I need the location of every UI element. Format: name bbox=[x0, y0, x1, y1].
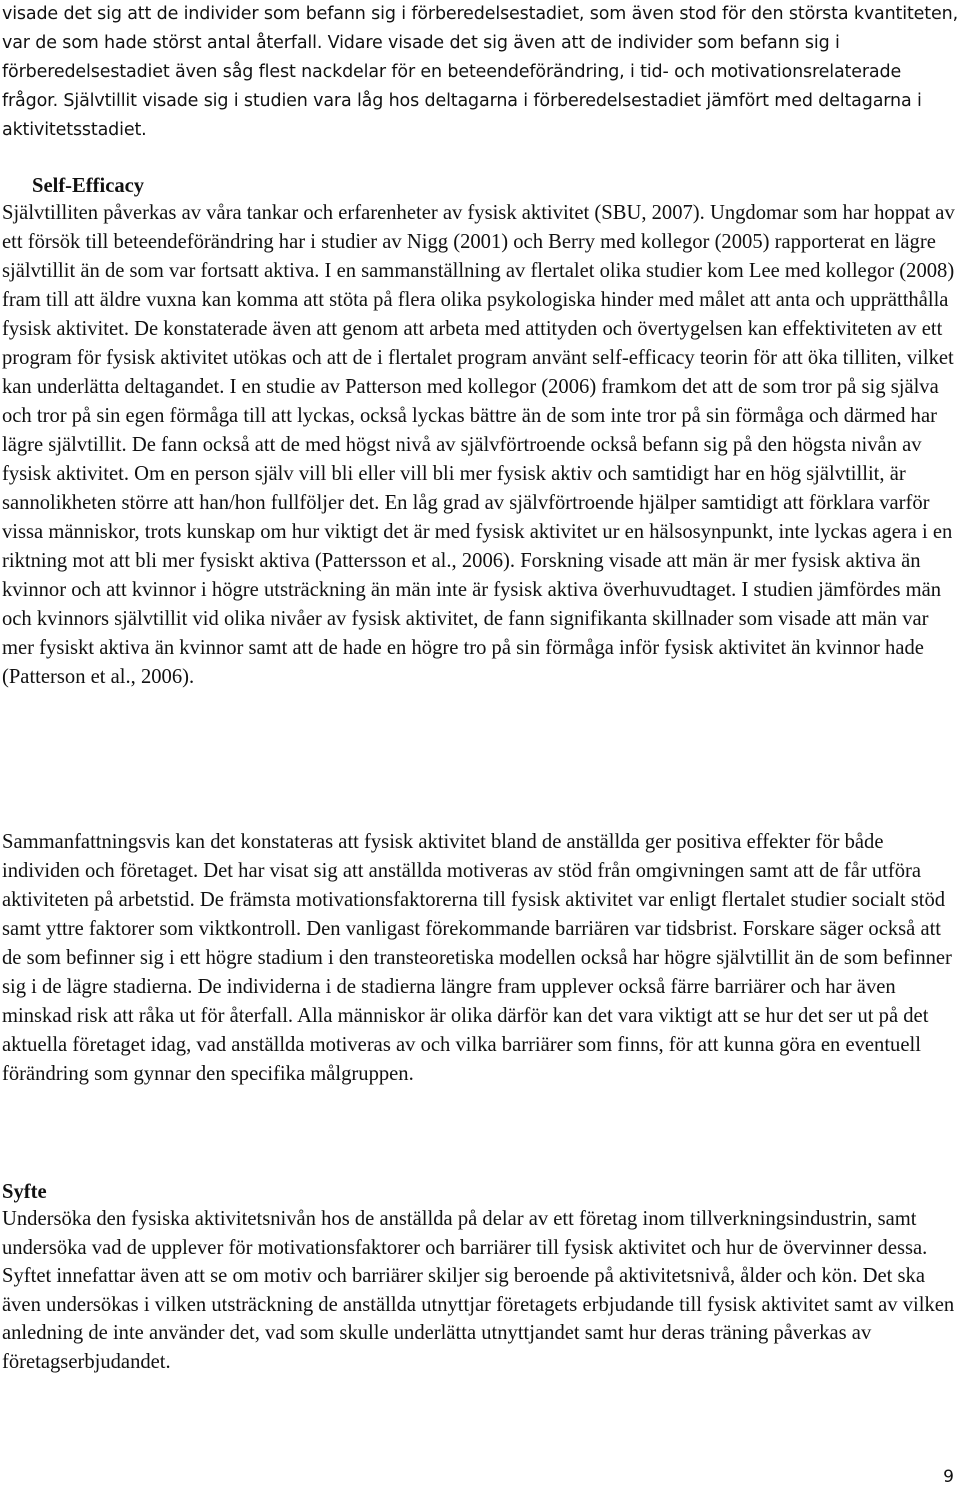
syfte-paragraph: Undersöka den fysiska aktivitetsnivån hos de anställda på delar av ett företag inom tillverkningsindustrin, samt undersöka vad de upplever för motivationsfaktorer och barriärer till fysisk aktivitet och hur de övervinner dessa. Syftet innefattar även att se om motiv och barriärer skiljer sig beroende på aktivitetsnivå, ålder och kön. Det ska även undersökas i vilken utsträckning de anställda utnyttjar företagets erbjudande till fysisk aktivitet samt av vilken anledning de inte använder det, vad som skulle underlätta utnyttjandet samt hur deras träning påverkas av företagserbjudandet. bbox=[2, 1208, 955, 1373]
intro-paragraph: visade det sig att de individer som befann sig i förberedelsestadiet, som även stod för den största kvantiteten, var de som hade störst antal återfall. Vidare visade det sig även att de individer som befann sig i förberedelsestadiet även såg flest nackdelar för en beteendeförändring, i tid- och motivationsrelaterade frågor. Självtillit visade sig i studien vara låg hos deltagarna i förberedelsestadiet jämfört med deltagarna i aktivitetsstadiet. bbox=[2, 4, 958, 140]
self-efficacy-paragraph: Självtilliten påverkas av våra tankar och erfarenheter av fysisk aktivitet (SBU, 2007). Ungdomar som har hoppat av ett försök till beteendeförändring har i studier av Nigg (2001) och Berry med kollegor (2005) rapporterat en lägre självtillit än de som var fortsatt aktiva. I en sammanställning av flertalet olika studier kom Lee med kollegor (2008) fram till att äldre vuxna kan komma att stöta på flera olika psykologiska hinder med målet att anta och upprätthålla fysisk aktivitet. De konstaterade även att genom att arbeta med attityden och övertygelsen kan effektiviteten av ett program för fysisk aktivitet utökas och att de i flertalet program använt self-efficacy teorin för att öka tilliten, vilket kan underlätta deltagandet. I en studie av Patterson med kollegor (2006) framkom det att de som tror på sig själva och tror på sin egen förmåga till att lyckas, också lyckas bättre än de som inte tror på sin förmåga och därmed har lägre självtillit. De fann också att de med högst nivå av självförtroende också befann sig på den högsta nivån av fysisk aktivitet. Om en person själv vill bli eller vill bli mer fysisk aktiv och samtidigt har en hög självtillit, är sannolikheten större att han/hon fullföljer det. En låg grad av självförtroende hjälper samtidigt att förklara varför vissa människor, trots kunskap om hur viktigt det är med fysisk aktivitet ur en hälsosynpunkt, inte lyckas agera i en riktning mot att bli mer fysiskt aktiva (Pattersson et al., 2006). Forskning visade att män är mer fysisk aktiva än kvinnor och att kvinnor i högre utsträckning än män inte är fysisk aktiva överhuvudtaget. I studien jämfördes män och kvinnors självtillit vid olika nivåer av fysisk aktivitet, de fann signifikanta skillnader som visade att män var mer fysiskt aktiva än kvinnor samt att de hade en högre tro på sin förmåga inför fysisk aktivitet än kvinnor hade (Patterson et al., 2006). bbox=[2, 202, 955, 688]
summary-paragraph: Sammanfattningsvis kan det konstateras att fysisk aktivitet bland de anställda ger positiva effekter för både individen och företaget. Det har visat sig att anställda motiveras av stöd från omgivningen samt att de får utföra aktiviteten på arbetstid. De främsta motivationsfaktorerna till fysisk aktivitet var enligt flertalet studier socialt stöd samt yttre faktorer som viktkontroll. Den vanligast förekommande barriären var tidsbrist. Forskare säger också att de som befinner sig i ett högre stadium i den transteoretiska modellen också har högre självtillit än de som befinner sig i de lägre stadierna. De individerna i de stadierna längre fram upplever också färre barriärer och har även minskad risk att råka ut för återfall. Alla människor är olika därför kan det vara viktigt att se hur det ser ut på det aktuella företaget idag, vad anställda motiveras av och vilka barriärer som finns, för att kunna göra en eventuell förändring som gynnar den specifika målgruppen. bbox=[2, 831, 952, 1085]
page-number: 9 bbox=[943, 1467, 954, 1487]
self-efficacy-heading: Self-Efficacy bbox=[32, 175, 145, 197]
syfte-heading: Syfte bbox=[2, 1181, 47, 1203]
